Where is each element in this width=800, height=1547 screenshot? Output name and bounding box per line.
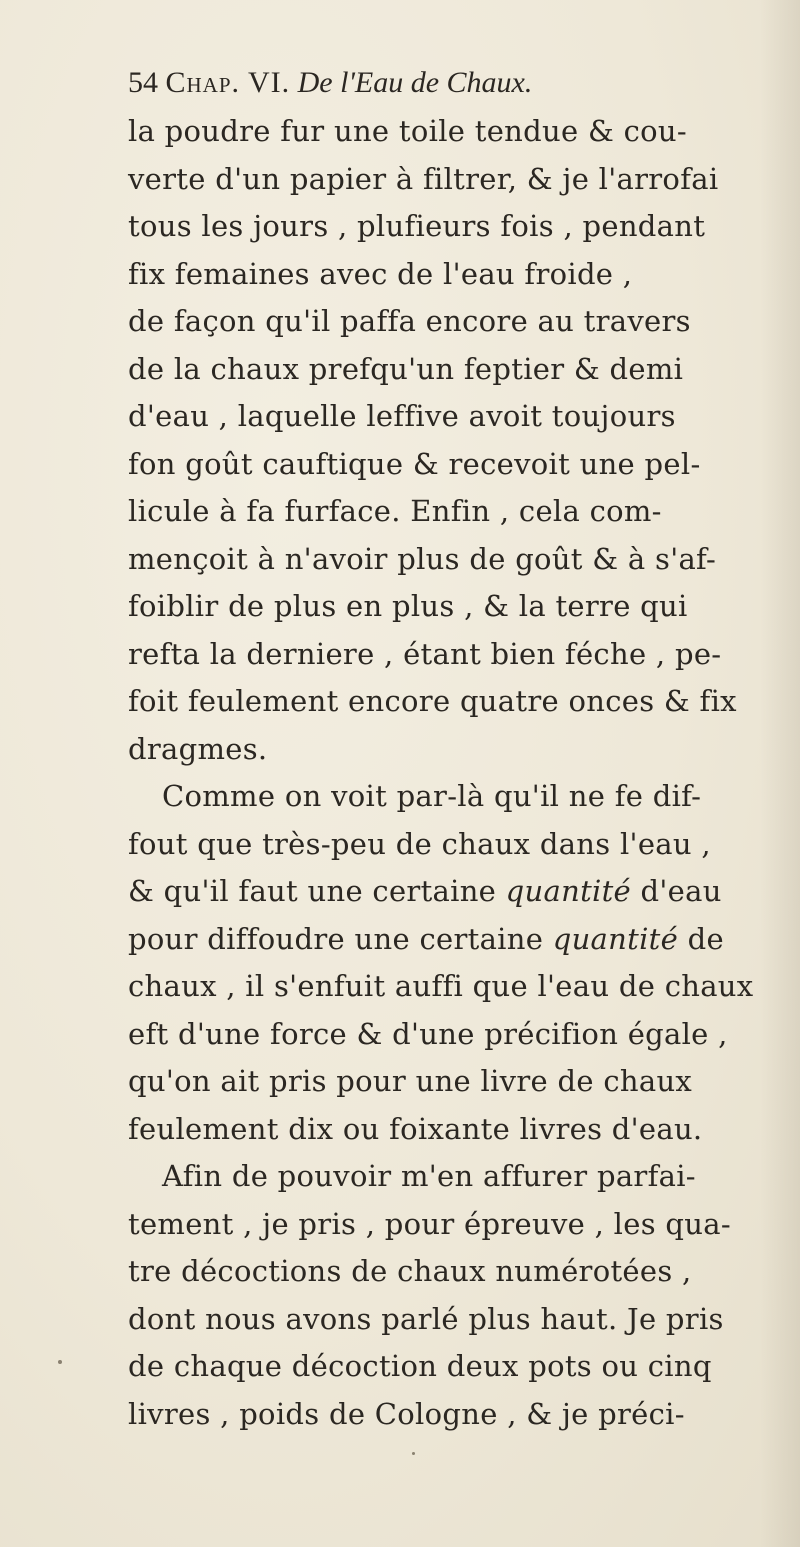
text-line: verte d'un papier à filtrer, & je l'arrofai [128, 161, 719, 196]
chapter-label: Chap. VI. [165, 66, 291, 99]
text-line: de la chaux prefqu'un feptier & demi [128, 351, 684, 386]
chapter-title: De l'Eau de Chaux. [297, 66, 533, 99]
text-line: fix femaines avec de l'eau froide , [128, 256, 633, 291]
text-line: fon goût cauftique & recevoit une pel- [128, 446, 701, 481]
page-text [128, 58, 788, 1438]
text-line: Afin de pouvoir m'en affurer parfai- [162, 1159, 696, 1193]
text-line: refta la derniere , étant bien féche , pe- [128, 636, 722, 671]
text-line: la poudre fur une toile tendue & cou- [128, 114, 687, 148]
emphasized-word: quantité [505, 874, 632, 908]
text-line: de chaque décoction deux pots ou cinq [128, 1349, 712, 1383]
text-line: tre décoctions de chaux numérotées , [128, 1254, 692, 1288]
text-line: fout que très-peu de chaux dans l'eau , [128, 826, 711, 861]
text-line: licule à fa furface. Enfin , cela com- [128, 494, 662, 528]
text-line: de façon qu'il paffa encore au travers [128, 304, 691, 338]
text-line: Comme on voit par-là qu'il ne fe dif- [162, 779, 702, 813]
text-line: foit feulement encore quatre onces & fix [128, 684, 737, 718]
text-line: tous les jours , plufieurs fois , pendant [128, 209, 706, 243]
paragraph-1 [128, 108, 788, 773]
text-line: dragmes. [128, 731, 268, 766]
text-line: dont nous avons parlé plus haut. Je pris [128, 1301, 724, 1336]
page-number: 54 [128, 66, 158, 99]
running-header [128, 58, 788, 108]
paper-speck [412, 1452, 415, 1455]
paragraph-3 [128, 1153, 788, 1438]
text-line: eft d'une force & d'une précifion égale , [128, 1016, 728, 1051]
text-line: & qu'il faut une certaine quantité d'eau [128, 874, 722, 908]
text-line: mençoit à n'avoir plus de goût & à s'af- [128, 541, 717, 576]
text-line: tement , je pris , pour épreuve , les qua- [128, 1206, 731, 1241]
paper-speck [58, 1360, 62, 1364]
text-line: feulement dix ou foixante livres d'eau. [128, 1111, 703, 1146]
text-line: qu'on ait pris pour une livre de chaux [128, 1064, 693, 1098]
text-line: chaux , il s'enfuit auffi que l'eau de chaux [128, 969, 754, 1003]
text-line: d'eau , laquelle leffive avoit toujours [128, 399, 676, 433]
emphasized-word: quantité [552, 921, 679, 956]
paragraph-2 [128, 773, 788, 1153]
text-line: pour diffoudre une certaine quantité de [128, 921, 724, 956]
text-line: livres , poids de Cologne , & je préci- [128, 1396, 685, 1431]
text-line: foiblir de plus en plus , & la terre qui [128, 589, 688, 623]
